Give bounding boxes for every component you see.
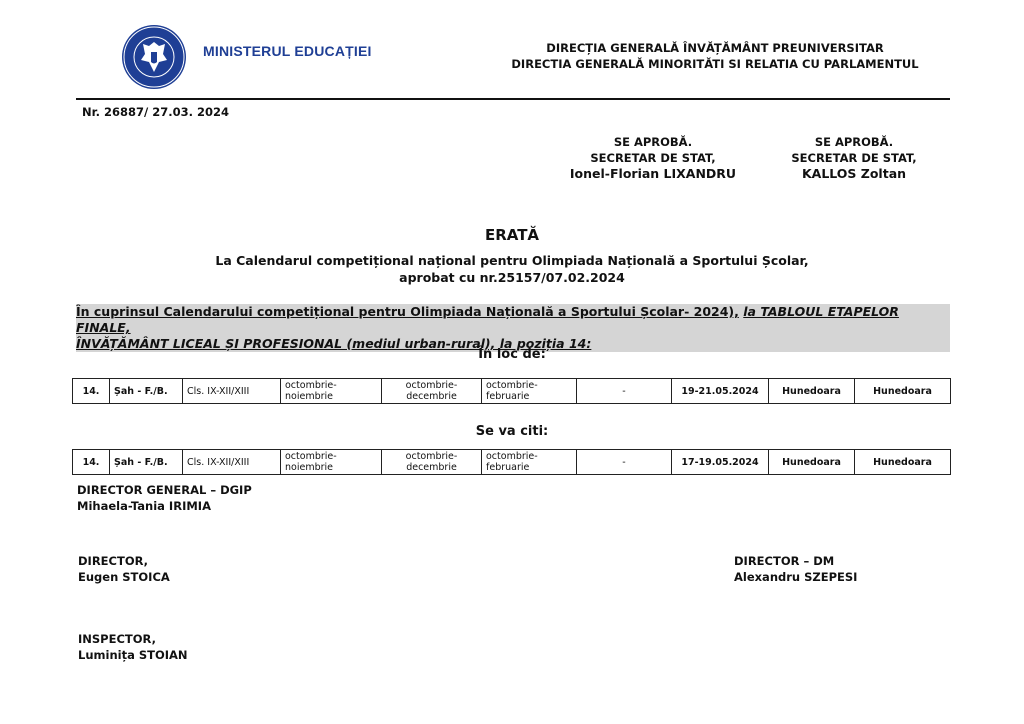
- cell-stage-4: -: [577, 450, 672, 475]
- cell-organizer: Hunedoara: [855, 379, 951, 404]
- cell-final-date: 17-19.05.2024: [672, 450, 769, 475]
- table-row: [73, 450, 951, 475]
- signature-title: DIRECTOR GENERAL – DGIP: [77, 483, 252, 497]
- table-row: [73, 379, 951, 404]
- approval-2-line1: SE APROBĂ.: [814, 135, 894, 149]
- erratum-notice: [76, 304, 950, 352]
- cell-stage-1: octombrie-noiembrie: [281, 379, 382, 404]
- signature-name: Alexandru SZEPESI: [734, 570, 858, 584]
- cell-stage-3: octombrie-februarie: [482, 379, 577, 404]
- cell-sport: Șah - F./B.: [110, 379, 183, 404]
- document-title: ERATĂ: [484, 226, 540, 244]
- subtitle-line-1: La Calendarul competițional național pentru Olimpiada Națională a Sportului Școlar,: [215, 253, 809, 268]
- table-old-entry: [72, 378, 951, 404]
- signature-director: [78, 553, 170, 585]
- signature-name: Luminița STOIAN: [78, 648, 188, 662]
- approval-1-line2: SECRETAR DE STAT,: [590, 151, 716, 165]
- cell-sport: Șah - F./B.: [110, 450, 183, 475]
- signature-title: INSPECTOR,: [78, 632, 156, 646]
- approval-1-name: Ionel-Florian LIXANDRU: [569, 166, 737, 181]
- cell-location: Hunedoara: [769, 379, 855, 404]
- direction-line-2: DIRECTIA GENERALĂ MINORITĂTI SI RELATIA CU PARLAMENTUL: [511, 57, 919, 71]
- approval-block-1: [553, 134, 753, 182]
- section-will-read: Se va citi:: [475, 424, 549, 439]
- header-divider: [76, 98, 950, 100]
- notice-part-2: la TABLOUL ETAPELOR FINALE,: [76, 304, 899, 335]
- cell-stage-2: octombrie-decembrie: [382, 450, 482, 475]
- approval-1-line1: SE APROBĂ.: [613, 135, 693, 149]
- signature-title: DIRECTOR – DM: [734, 554, 835, 568]
- cell-classes: Cls. IX-XII/XIII: [183, 379, 281, 404]
- direction-line-1: DIRECȚIA GENERALĂ ÎNVĂȚĂMÂNT PREUNIVERSITAR: [546, 41, 884, 55]
- document-subtitle: [0, 252, 1024, 286]
- cell-position: 14.: [73, 379, 110, 404]
- cell-classes: Cls. IX-XII/XIII: [183, 450, 281, 475]
- signature-title: DIRECTOR,: [78, 554, 149, 568]
- cell-stage-4: -: [577, 379, 672, 404]
- cell-position: 14.: [73, 450, 110, 475]
- subtitle-line-2: aprobat cu nr.25157/07.02.2024: [399, 270, 625, 285]
- cell-final-date: 19-21.05.2024: [672, 379, 769, 404]
- cell-stage-2: octombrie-decembrie: [382, 379, 482, 404]
- approval-block-2: [754, 134, 954, 182]
- document-number: Nr. 26887/ 27.03. 2024: [82, 105, 229, 119]
- approval-2-line2: SECRETAR DE STAT,: [791, 151, 917, 165]
- table-new-entry: [72, 449, 951, 475]
- signature-inspector: [78, 631, 188, 663]
- notice-part-3: ÎNVĂȚĂMÂNT LICEAL ȘI PROFESIONAL (mediul urban-rural), la poziția 14:: [76, 336, 592, 351]
- directions-header: [480, 40, 950, 72]
- cell-stage-1: octombrie-noiembrie: [281, 450, 382, 475]
- approval-2-name: KALLOS Zoltan: [801, 166, 907, 181]
- notice-part-1: În cuprinsul Calendarului competițional pentru Olimpiada Națională a Sportului Școlar- 2024),: [76, 304, 739, 319]
- cell-location: Hunedoara: [769, 450, 855, 475]
- government-seal-logo: [121, 24, 187, 90]
- signature-director-dm: [734, 553, 857, 585]
- signature-name: Mihaela-Tania IRIMIA: [77, 499, 211, 513]
- signature-director-general: [77, 482, 252, 514]
- cell-stage-3: octombrie-februarie: [482, 450, 577, 475]
- cell-organizer: Hunedoara: [855, 450, 951, 475]
- signature-name: Eugen STOICA: [78, 570, 170, 584]
- section-instead-of: În loc de:: [478, 347, 546, 362]
- ministry-name: MINISTERUL EDUCAȚIEI: [203, 43, 372, 59]
